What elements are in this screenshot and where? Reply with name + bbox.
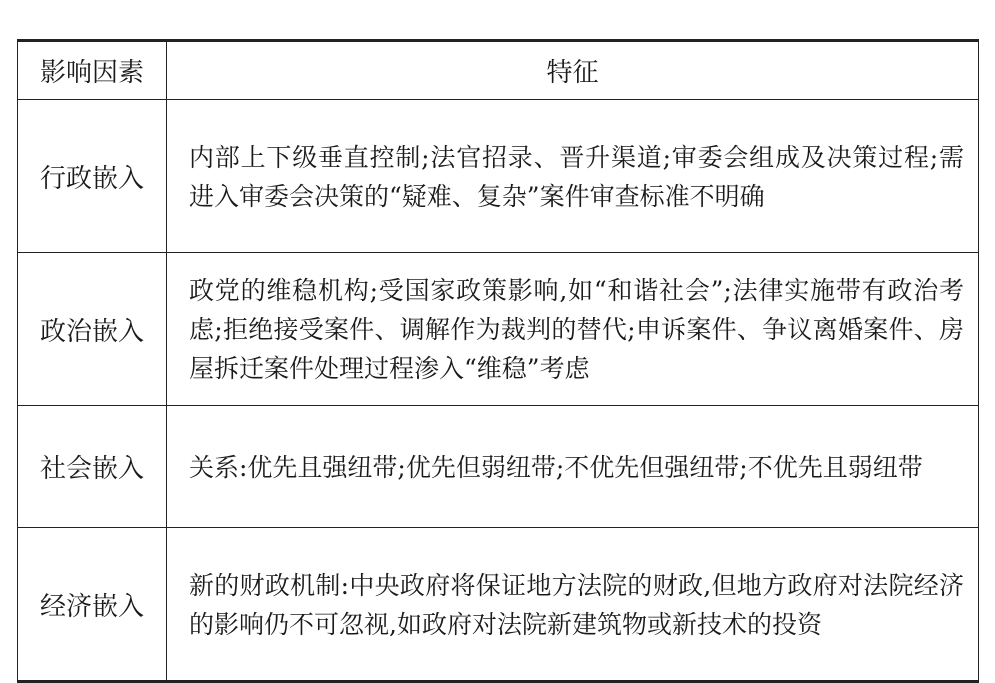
header-feature: 特征: [167, 41, 979, 100]
row-feature: 政党的维稳机构;受国家政策影响,如“和谐社会”;法律实施带有政治考虑;拒绝接受案件、调解作为裁判的替代;申诉案件、争议离婚案件、房屋拆迁案件处理过程渗入“维稳”考虑: [167, 253, 979, 406]
row-factor: 政治嵌入: [18, 253, 167, 406]
header-factor: 影响因素: [18, 41, 167, 100]
table-row: [18, 406, 979, 528]
embedding-factors-table-container: [17, 39, 979, 683]
row-factor: 经济嵌入: [18, 528, 167, 682]
table-row: [18, 528, 979, 682]
row-feature: 内部上下级垂直控制;法官招录、晋升渠道;审委会组成及决策过程;需进入审委会决策的“疑难、复杂”案件审查标准不明确: [167, 100, 979, 253]
row-feature: 关系:优先且强纽带;优先但弱纽带;不优先但强纽带;不优先且弱纽带: [167, 406, 979, 528]
table-header-row: [18, 41, 979, 100]
row-feature: 新的财政机制:中央政府将保证地方法院的财政,但地方政府对法院经济的影响仍不可忽视,如政府对法院新建筑物或新技术的投资: [167, 528, 979, 682]
table-row: [18, 100, 979, 253]
row-factor: 行政嵌入: [18, 100, 167, 253]
table-row: [18, 253, 979, 406]
row-factor: 社会嵌入: [18, 406, 167, 528]
embedding-factors-table: [17, 39, 979, 683]
